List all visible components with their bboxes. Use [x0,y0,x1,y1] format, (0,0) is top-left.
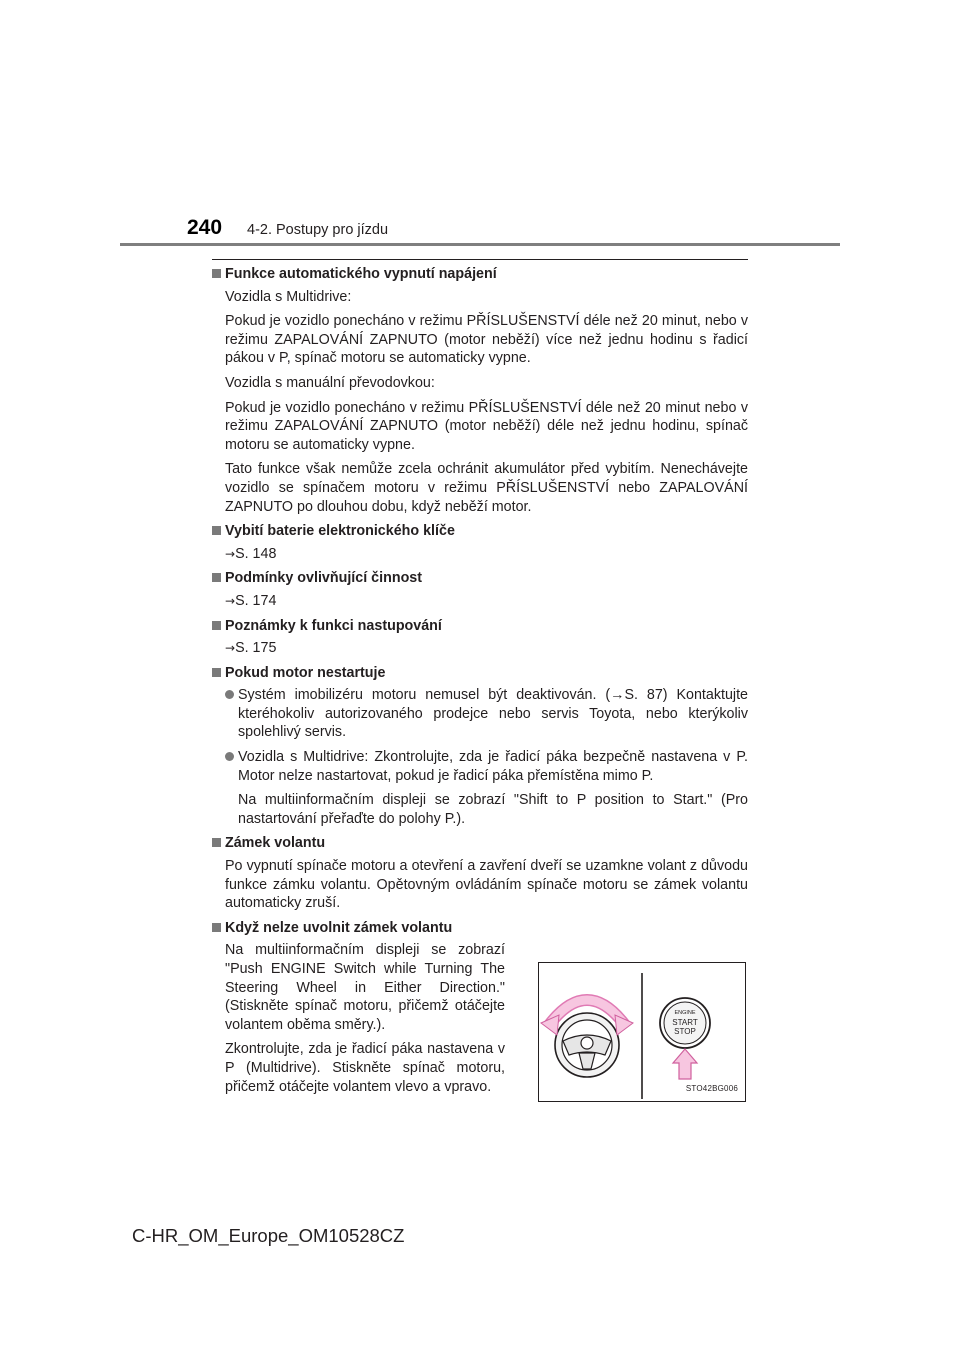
reference-text: S. 174 [235,592,277,609]
button-label-start: START [672,1018,698,1028]
manual-text: Pokud je vozidlo ponecháno v režimu PŘÍSLUŠENSTVÍ déle než 20 minut nebo v režimu ZAPALOVÁNÍ ZAPNUTO (motor neběží) déle než jednu hodinu, spínač motoru se automaticky vypne. [225,399,748,453]
multidrive-label: Vozidla s Multidrive: [225,288,352,305]
section-title-auto-off: Funkce automatického vypnutí napájení [212,265,748,284]
section-title-entry-notes: Poznámky k funkci nastupování [212,617,748,636]
engine-start-stop-button-icon [660,998,710,1048]
lock-release-message: Na multiinformačním displeji se zobrazí "Push ENGINE Switch while Turning The Steering Wheel in Either Direction." (Stiskněte spínač motoru, přičemž otáčejte volantem oběma směry.). [225,942,505,1033]
warning-text: Tato funkce však nemůže zcela ochránit akumulátor před vybitím. Nenechávejte vozidlo se spínačem motoru v režimu PŘÍSLUŠENSTVÍ nebo ZAPALOVÁNÍ ZAPNUTO po dlouhou dobu, když neběží motor. [225,461,748,515]
button-label-engine: ENGINE [674,1010,696,1017]
page-number: 240 [187,216,223,239]
figure-code: STO42BG006 [685,1083,738,1093]
page-reference[interactable] [225,592,748,611]
section-divider [212,259,748,260]
section-title-key-battery: Vybití baterie elektronického klíče [212,522,748,541]
lock-release-text [225,941,505,1096]
page-reference[interactable] [225,639,748,658]
arrow-right-icon: → [225,593,236,608]
arrow-right-icon: → [225,641,236,656]
lock-release-instruction: Zkontrolujte, zda je řadicí páka nastavena v P (Multidrive). Stiskněte spínač motoru, přičemž otáčejte volantem vlevo a vpravo. [225,1041,505,1095]
button-label-stop: STOP [674,1027,696,1037]
reference-text: S. 175 [235,640,277,657]
steering-lock-text: Po vypnutí spínače motoru a otevření a zavření dveří se uzamkne volant z důvodu funkce zámku volantu. Opětovným ovládáním spínače motoru se zámek volantu automaticky zruší. [225,858,748,912]
lock-release-block [225,941,748,1096]
header-rule [120,243,840,246]
section-title-steering-lock: Zámek volantu [212,834,748,853]
section-title-conditions: Podmínky ovlivňující činnost [212,569,748,588]
section-title-lock-release: Když nelze uvolnit zámek volantu [212,919,748,938]
bullet-immobilizer: Systém imobilizéru motoru nemusel být deaktivován. (→S. 87) Kontaktujte kteréhokoliv autorizovaného prodejce nebo servis Toyota, nebo kterýkoliv spolehlivý servis. [225,686,748,742]
shift-to-p-note: Na multiinformačním displeji se zobrazí "Shift to P position to Start." (Pro nastartování přeřaďte do polohy P.). [238,792,748,827]
multidrive-text: Pokud je vozidlo ponecháno v režimu PŘÍSLUŠENSTVÍ déle než 20 minut, nebo v režimu ZAPALOVÁNÍ ZAPNUTO (motor neběží) více než jednu hodinu s řadicí pákou v P, spínač motoru se automaticky vypne. [225,313,748,367]
chapter-title: 4-2. Postupy pro jízdu [247,222,389,238]
bullet-shift-lever: Vozidla s Multidrive: Zkontrolujte, zda je řadicí páka bezpečně nastavena v P. Motor nelze nastartovat, pokud je řadicí páka přemístěna mimo P. [225,748,748,785]
page-reference[interactable] [225,545,748,564]
arrow-right-icon: → [225,546,236,561]
press-arrow-icon [673,1049,697,1079]
manual-label: Vozidla s manuální převodovkou: [225,374,435,391]
steering-wheel-icon [555,1013,619,1077]
section-title-no-start: Pokud motor nestartuje [212,664,748,683]
reference-text: S. 148 [235,545,277,562]
page-content [212,265,748,1102]
steering-wheel-illustration [538,962,746,1102]
footer-document-id: C-HR_OM_Europe_OM10528CZ [132,1225,405,1246]
